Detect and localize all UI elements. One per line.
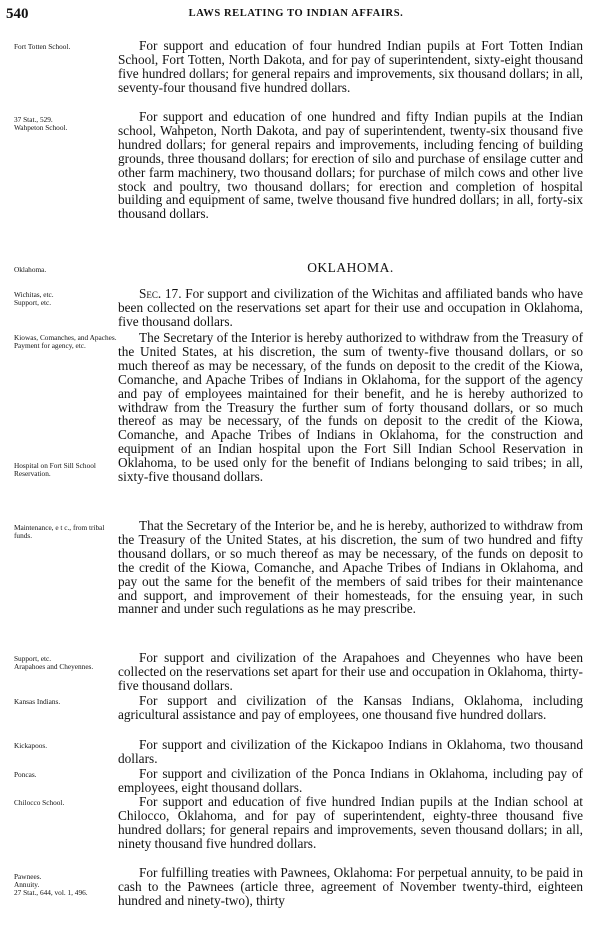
- margin-note: 37 Stat., 529. Wahpeton School.: [14, 115, 68, 132]
- paragraph-text: [118, 287, 583, 329]
- margin-note: Wichitas, etc. Support, etc.: [14, 290, 54, 307]
- page-number: 540: [6, 6, 29, 22]
- paragraph-text: For fulfilling treaties with Pawnees, Oklahoma: For perpetual annuity, to be paid in cash to the Pawnees (article three, agreement of November twenty-third, eighteen hundred and ninety-two), thirty: [118, 865, 583, 908]
- margin-note: Pawnees. Annuity. 27 Stat., 644, vol. 1, 496.: [14, 872, 88, 897]
- page-header: [6, 6, 586, 24]
- margin-note: Poncas.: [14, 770, 37, 779]
- section-heading: OKLAHOMA.: [307, 260, 394, 275]
- margin-note: Oklahoma.: [14, 265, 47, 274]
- margin-note: Chilocco School.: [14, 798, 65, 807]
- paragraph-text: For support and education of five hundred Indian pupils at the Indian school at Chilocco, Oklahoma, and for pay of superintendent, eighty-three thousand five hundred dollars; for general repairs and improvements, seven thousand dollars; in all, ninety thousand five hundred dollars.: [118, 794, 583, 851]
- paragraph-text: For support and civilization of the Ponca Indians in Oklahoma, including pay of employees, eight thousand dollars.: [118, 766, 583, 795]
- margin-note: Maintenance, e t c., from tribal funds.: [14, 523, 105, 540]
- margin-note: Kansas Indians.: [14, 697, 61, 706]
- paragraph-text: For support and civilization of the Arapahoes and Cheyennes who have been collected on the reservations set apart for their use and occupation in Oklahoma, thirty-five thousand dollars.: [118, 650, 583, 693]
- paragraph-text: For support and education of one hundred and fifty Indian pupils at the Indian school, Wahpeton, North Dakota, and pay of superintendent, twenty-six thousand five hundred dollars; for general repairs and improvements, including fencing of building grounds, three thousand dollars; for erection of silo and purchase of ensilage cutter and other farm machinery, two thousand dollars; for purchase of milch cows and other live stock and poultry, two thousand dollars; for erection and completion of hospital building and equipment of same, twelve thousand five hundred dollars; in all, forty-six thousand dollars.: [118, 109, 583, 222]
- paragraph-text: For support and education of four hundred Indian pupils at Fort Totten Indian School, Fort Totten, North Dakota, and for pay of superintendent, sixty-eight thousand five hundred dollars; for general repairs and improvements, six thousand dollars; in all, seventy-four thousand five hundred dollars.: [118, 38, 583, 95]
- section-number: Sec. 17.: [139, 286, 182, 301]
- paragraph-text: That the Secretary of the Interior be, and he is hereby, authorized to withdraw from the Treasury of the United States, at his discretion, the sum of two hundred and fifty thousand dollars, or so much thereof as may be necessary, of the funds on deposit to the credit of the Kiowa, Comanche, and Apache Tribes of Indians in Oklahoma, and pay out the same for the benefit of the members of said tribes for their maintenance and support, and improvement of their homesteads, for the ensuing year, in such manner and under such regulations as he may prescribe.: [118, 518, 583, 617]
- running-title: LAWS RELATING TO INDIAN AFFAIRS.: [188, 8, 404, 19]
- margin-note: Kickapoos.: [14, 741, 48, 750]
- paragraph-text: For support and civilization of the Kansas Indians, Oklahoma, including agricultural assistance and pay of employees, one thousand five hundred dollars.: [118, 693, 583, 722]
- margin-note: Support, etc. Arapahoes and Cheyennes.: [14, 654, 94, 671]
- paragraph-text: The Secretary of the Interior is hereby authorized to withdraw from the Treasury of the United States, at his discretion, the sum of twenty-five thousand dollars, or so much thereof as may be necessary, of the funds on deposit to the credit of the Kiowa, Comanche, and Apache Tribes of Indians in Oklahoma, for the support of the agency and pay of employees maintained for their benefit, and he is hereby authorized to withdraw from the Treasury the further sum of forty thousand dollars, or so much thereof as may be necessary, of the funds on deposit to the credit of the Kiowa, Comanche, and Apache Tribes of Indians in Oklahoma, for the construction and equipment of an Indian hospital upon the Fort Sill Indian School Reservation in Oklahoma, to be used only for the benefit of Indians belonging to said tribes; in all, sixty-five thousand dollars.: [118, 330, 583, 485]
- paragraph-body: For support and civilization of the Wichitas and affiliated bands who have been collected on the reservations set apart for their use and occupation in Oklahoma, five thousand dollars.: [118, 286, 584, 329]
- margin-note: Kiowas, Comanches, and Apaches. Payment for agency, etc.: [14, 333, 117, 350]
- margin-note: Fort Totten School.: [14, 42, 71, 51]
- margin-note-hospital: Hospital on Fort Sill School Reservation.: [14, 461, 96, 478]
- paragraph-text: For support and civilization of the Kickapoo Indians in Oklahoma, two thousand dollars.: [118, 737, 583, 766]
